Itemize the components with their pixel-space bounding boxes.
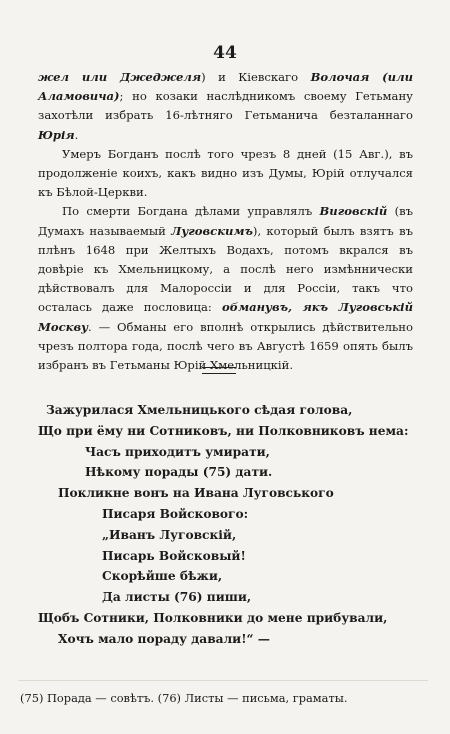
poem-line: Хочъ мало пораду давали!“ — [58,631,270,646]
p1-run: Юрія [38,127,75,142]
poem-line: Покликне вонъ на Ивана Луговського [58,486,334,501]
prose-body [38,68,413,375]
poem-line: Часъ приходитъ умирати, [85,444,270,459]
footnote-rule [18,680,428,681]
poem-line: Писаря Войскового: [102,506,249,521]
paragraph-2 [38,145,413,203]
p3-run: . — Обманы его вполнѣ открылись дѣйствительно чрезъ полтора года, послѣ чего въ Августѣ 1659 опять былъ избранъ въ Гетьманы Юрій Хмельницкій. [38,319,413,373]
paragraph-1 [38,68,413,145]
p1-run: Волочая (или Аламовича) [38,70,413,104]
p3-run: ), который былъ взятъ въ плѣнъ 1648 при Желтыхъ Водахъ, потомъ вкрался въ довѣріе къ Хмельницкому, а послѣ него измѣннически дѣйствовалъ для Малороссіи и для Россіи, такъ что осталась даже пословица: [38,223,413,315]
poem-line: Зажурилася Хмельницького сѣдая голова, [46,403,353,417]
poem-line: Скорѣйше бѣжи, [102,569,223,584]
poem [38,400,428,650]
p3-run: Луговскимъ [171,223,253,238]
p3-run: (въ Думахъ называемый [38,204,413,238]
p1-run: . [74,127,79,142]
p1-run: жел или Джеджеля [38,70,202,84]
poem-line: Що при ёму ни Сотниковъ, ни Полковниковъ нема: [38,423,409,438]
page-number: 44 [213,43,237,63]
poem-line: Нѣкому порады (75) дати. [85,465,273,480]
poem-line: Щобъ Сотники, Полковники до мене прибували, [38,610,388,625]
poem-line: Да листы (76) пиши, [102,590,252,605]
paragraph-3 [38,202,413,375]
p1-run: ; но козаки наслѣдникомъ своему Гетьману захотѣли избрать 16-лѣтняго Гетьманича безталаннаго [38,89,413,123]
p1-run: ) и Кіевскаго [201,70,311,84]
footnote: (75) Порада — совѣтъ. (76) Листы — письма, граматы. [20,691,348,705]
p3-run: По смерти Богдана дѣлами управлялъ [62,204,320,219]
poem-line: Писарь Войсковый! [102,548,246,563]
poem-line: „Иванъ Луговскій, [102,527,237,542]
p3-run: обманувъ, якъ Луговській Москву [38,300,414,334]
p2-run: Умеръ Богданъ послѣ того чрезъ 8 дней (15 Авг.), въ продолженіе коихъ, какъ видно изъ Думы, Юрій отлучался къ Бѣлой-Церкви. [38,146,413,200]
p3-run: Виговскій [319,204,388,219]
section-divider [202,367,236,374]
